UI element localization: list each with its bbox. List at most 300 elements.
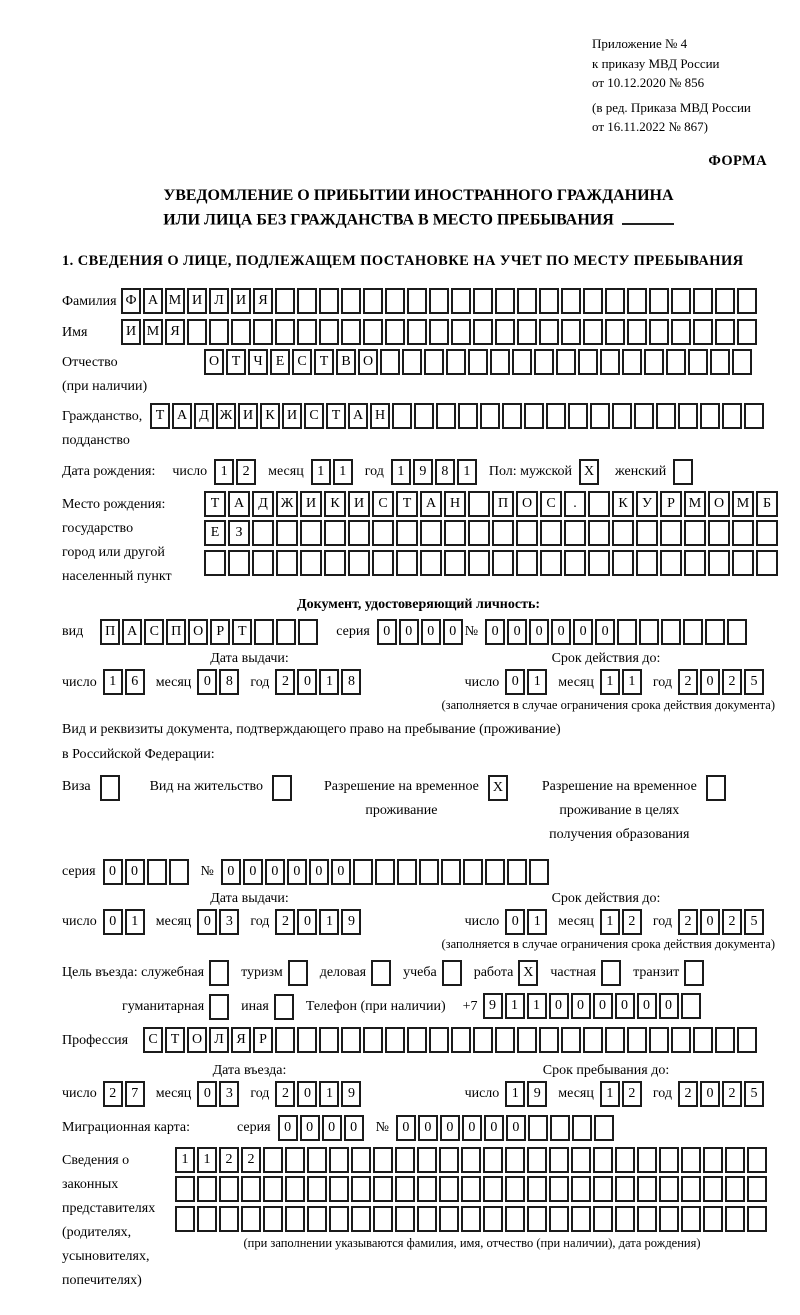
- char-cell[interactable]: 2: [722, 669, 742, 695]
- char-cell[interactable]: С: [540, 491, 562, 517]
- char-cell[interactable]: З: [228, 520, 250, 546]
- char-cell[interactable]: В: [336, 349, 356, 375]
- char-cell[interactable]: [169, 859, 189, 885]
- char-cell[interactable]: Н: [370, 403, 390, 429]
- char-cell[interactable]: [436, 403, 456, 429]
- char-cell[interactable]: 1: [125, 909, 145, 935]
- char-cell[interactable]: 0: [549, 993, 569, 1019]
- char-cell[interactable]: [524, 403, 544, 429]
- char-cell[interactable]: [473, 288, 493, 314]
- char-cell[interactable]: [549, 1147, 569, 1173]
- char-cell[interactable]: У: [636, 491, 658, 517]
- char-cell[interactable]: 0: [243, 859, 263, 885]
- char-cell[interactable]: [649, 319, 669, 345]
- char-cell[interactable]: [627, 1027, 647, 1053]
- char-cell[interactable]: [341, 288, 361, 314]
- char-cell[interactable]: [636, 550, 658, 576]
- char-cell[interactable]: [219, 1206, 239, 1232]
- char-cell[interactable]: [744, 403, 764, 429]
- char-cell[interactable]: [605, 319, 625, 345]
- purpose-tourism-checkbox[interactable]: [288, 960, 308, 986]
- char-cell[interactable]: [688, 349, 708, 375]
- char-cell[interactable]: 0: [287, 859, 307, 885]
- char-cell[interactable]: [392, 403, 412, 429]
- char-cell[interactable]: [373, 1206, 393, 1232]
- char-cell[interactable]: [429, 1027, 449, 1053]
- char-cell[interactable]: 0: [443, 619, 463, 645]
- char-cell[interactable]: А: [348, 403, 368, 429]
- char-cell[interactable]: Ж: [276, 491, 298, 517]
- char-cell[interactable]: [463, 859, 483, 885]
- char-cell[interactable]: [622, 349, 642, 375]
- char-cell[interactable]: [495, 288, 515, 314]
- char-cell[interactable]: 0: [197, 909, 217, 935]
- char-cell[interactable]: [615, 1206, 635, 1232]
- char-cell[interactable]: [420, 550, 442, 576]
- char-cell[interactable]: [254, 619, 274, 645]
- char-cell[interactable]: 1: [391, 459, 411, 485]
- char-cell[interactable]: [319, 1027, 339, 1053]
- char-cell[interactable]: [678, 403, 698, 429]
- char-cell[interactable]: [693, 1027, 713, 1053]
- char-cell[interactable]: [252, 550, 274, 576]
- char-cell[interactable]: [385, 288, 405, 314]
- char-cell[interactable]: [395, 1176, 415, 1202]
- char-cell[interactable]: [528, 1115, 548, 1141]
- char-cell[interactable]: Я: [253, 288, 273, 314]
- char-cell[interactable]: [747, 1206, 767, 1232]
- char-cell[interactable]: 0: [103, 909, 123, 935]
- char-cell[interactable]: [737, 288, 757, 314]
- char-cell[interactable]: [568, 403, 588, 429]
- char-cell[interactable]: [483, 1176, 503, 1202]
- char-cell[interactable]: 0: [300, 1115, 320, 1141]
- temp-residence-edu-checkbox[interactable]: [706, 775, 726, 801]
- char-cell[interactable]: И: [238, 403, 258, 429]
- char-cell[interactable]: Л: [209, 288, 229, 314]
- char-cell[interactable]: 0: [571, 993, 591, 1019]
- char-cell[interactable]: [516, 550, 538, 576]
- char-cell[interactable]: [612, 550, 634, 576]
- char-cell[interactable]: [495, 1027, 515, 1053]
- char-cell[interactable]: [737, 319, 757, 345]
- char-cell[interactable]: [175, 1206, 195, 1232]
- char-cell[interactable]: [727, 619, 747, 645]
- char-cell[interactable]: [395, 1147, 415, 1173]
- char-cell[interactable]: [263, 1147, 283, 1173]
- char-cell[interactable]: [747, 1147, 767, 1173]
- char-cell[interactable]: [747, 1176, 767, 1202]
- char-cell[interactable]: [612, 403, 632, 429]
- char-cell[interactable]: [572, 1115, 592, 1141]
- char-cell[interactable]: [324, 520, 346, 546]
- char-cell[interactable]: И: [300, 491, 322, 517]
- char-cell[interactable]: [517, 288, 537, 314]
- char-cell[interactable]: 0: [440, 1115, 460, 1141]
- char-cell[interactable]: [561, 319, 581, 345]
- char-cell[interactable]: [732, 550, 754, 576]
- char-cell[interactable]: П: [492, 491, 514, 517]
- char-cell[interactable]: [263, 1176, 283, 1202]
- char-cell[interactable]: [517, 319, 537, 345]
- char-cell[interactable]: Т: [226, 349, 246, 375]
- char-cell[interactable]: [329, 1176, 349, 1202]
- char-cell[interactable]: [285, 1176, 305, 1202]
- char-cell[interactable]: [276, 520, 298, 546]
- char-cell[interactable]: 2: [678, 669, 698, 695]
- char-cell[interactable]: [571, 1147, 591, 1173]
- char-cell[interactable]: 0: [197, 669, 217, 695]
- char-cell[interactable]: 0: [278, 1115, 298, 1141]
- char-cell[interactable]: [297, 319, 317, 345]
- char-cell[interactable]: [461, 1176, 481, 1202]
- char-cell[interactable]: 1: [600, 909, 620, 935]
- char-cell[interactable]: [529, 859, 549, 885]
- char-cell[interactable]: [549, 1206, 569, 1232]
- char-cell[interactable]: [561, 1027, 581, 1053]
- char-cell[interactable]: М: [143, 319, 163, 345]
- sex-female-checkbox[interactable]: [673, 459, 693, 485]
- char-cell[interactable]: [540, 520, 562, 546]
- char-cell[interactable]: [671, 1027, 691, 1053]
- char-cell[interactable]: 0: [297, 909, 317, 935]
- char-cell[interactable]: 6: [125, 669, 145, 695]
- char-cell[interactable]: [627, 319, 647, 345]
- char-cell[interactable]: [241, 1206, 261, 1232]
- char-cell[interactable]: [241, 1176, 261, 1202]
- char-cell[interactable]: 0: [505, 909, 525, 935]
- char-cell[interactable]: 5: [744, 909, 764, 935]
- char-cell[interactable]: 0: [421, 619, 441, 645]
- char-cell[interactable]: С: [304, 403, 324, 429]
- char-cell[interactable]: О: [708, 491, 730, 517]
- char-cell[interactable]: [590, 403, 610, 429]
- char-cell[interactable]: К: [260, 403, 280, 429]
- char-cell[interactable]: 0: [484, 1115, 504, 1141]
- char-cell[interactable]: [197, 1176, 217, 1202]
- char-cell[interactable]: [407, 319, 427, 345]
- char-cell[interactable]: [451, 1027, 471, 1053]
- char-cell[interactable]: [539, 288, 559, 314]
- char-cell[interactable]: [492, 550, 514, 576]
- char-cell[interactable]: [583, 288, 603, 314]
- char-cell[interactable]: [649, 288, 669, 314]
- char-cell[interactable]: С: [143, 1027, 163, 1053]
- char-cell[interactable]: Ф: [121, 288, 141, 314]
- char-cell[interactable]: [693, 288, 713, 314]
- char-cell[interactable]: [353, 859, 373, 885]
- char-cell[interactable]: 0: [418, 1115, 438, 1141]
- char-cell[interactable]: 0: [506, 1115, 526, 1141]
- char-cell[interactable]: [429, 319, 449, 345]
- char-cell[interactable]: [468, 550, 490, 576]
- char-cell[interactable]: 1: [319, 1081, 339, 1107]
- char-cell[interactable]: 9: [413, 459, 433, 485]
- char-cell[interactable]: [588, 491, 610, 517]
- char-cell[interactable]: 1: [505, 993, 525, 1019]
- char-cell[interactable]: 8: [435, 459, 455, 485]
- char-cell[interactable]: О: [516, 491, 538, 517]
- char-cell[interactable]: [253, 319, 273, 345]
- char-cell[interactable]: [187, 319, 207, 345]
- char-cell[interactable]: [461, 1206, 481, 1232]
- char-cell[interactable]: [451, 319, 471, 345]
- char-cell[interactable]: [683, 619, 703, 645]
- char-cell[interactable]: [659, 1147, 679, 1173]
- char-cell[interactable]: 0: [377, 619, 397, 645]
- char-cell[interactable]: [527, 1206, 547, 1232]
- char-cell[interactable]: [527, 1176, 547, 1202]
- char-cell[interactable]: С: [144, 619, 164, 645]
- char-cell[interactable]: 2: [722, 1081, 742, 1107]
- char-cell[interactable]: 2: [236, 459, 256, 485]
- char-cell[interactable]: 1: [214, 459, 234, 485]
- char-cell[interactable]: [540, 550, 562, 576]
- char-cell[interactable]: 0: [551, 619, 571, 645]
- char-cell[interactable]: К: [612, 491, 634, 517]
- char-cell[interactable]: [468, 491, 490, 517]
- char-cell[interactable]: Е: [204, 520, 226, 546]
- char-cell[interactable]: [407, 288, 427, 314]
- char-cell[interactable]: Е: [270, 349, 290, 375]
- char-cell[interactable]: Ж: [216, 403, 236, 429]
- char-cell[interactable]: 1: [457, 459, 477, 485]
- char-cell[interactable]: [372, 550, 394, 576]
- char-cell[interactable]: 2: [622, 909, 642, 935]
- char-cell[interactable]: 2: [275, 669, 295, 695]
- char-cell[interactable]: [550, 1115, 570, 1141]
- char-cell[interactable]: [583, 319, 603, 345]
- purpose-official-checkbox[interactable]: [209, 960, 229, 986]
- char-cell[interactable]: [725, 1147, 745, 1173]
- char-cell[interactable]: [461, 1147, 481, 1173]
- char-cell[interactable]: [708, 550, 730, 576]
- char-cell[interactable]: [363, 1027, 383, 1053]
- char-cell[interactable]: Р: [210, 619, 230, 645]
- char-cell[interactable]: Т: [165, 1027, 185, 1053]
- char-cell[interactable]: [517, 1027, 537, 1053]
- char-cell[interactable]: [656, 403, 676, 429]
- char-cell[interactable]: Т: [150, 403, 170, 429]
- char-cell[interactable]: 9: [527, 1081, 547, 1107]
- char-cell[interactable]: К: [324, 491, 346, 517]
- char-cell[interactable]: [512, 349, 532, 375]
- char-cell[interactable]: 0: [297, 669, 317, 695]
- char-cell[interactable]: [700, 403, 720, 429]
- char-cell[interactable]: [439, 1206, 459, 1232]
- char-cell[interactable]: [444, 520, 466, 546]
- residence-permit-checkbox[interactable]: [272, 775, 292, 801]
- purpose-business-checkbox[interactable]: [371, 960, 391, 986]
- char-cell[interactable]: [594, 1115, 614, 1141]
- char-cell[interactable]: 0: [462, 1115, 482, 1141]
- char-cell[interactable]: 0: [529, 619, 549, 645]
- char-cell[interactable]: 2: [275, 909, 295, 935]
- char-cell[interactable]: [627, 288, 647, 314]
- char-cell[interactable]: 0: [344, 1115, 364, 1141]
- char-cell[interactable]: 0: [221, 859, 241, 885]
- char-cell[interactable]: [363, 288, 383, 314]
- char-cell[interactable]: 9: [483, 993, 503, 1019]
- char-cell[interactable]: [439, 1176, 459, 1202]
- char-cell[interactable]: [396, 520, 418, 546]
- char-cell[interactable]: [571, 1206, 591, 1232]
- char-cell[interactable]: 0: [197, 1081, 217, 1107]
- char-cell[interactable]: [490, 349, 510, 375]
- char-cell[interactable]: [300, 520, 322, 546]
- char-cell[interactable]: 2: [622, 1081, 642, 1107]
- char-cell[interactable]: [424, 349, 444, 375]
- char-cell[interactable]: [307, 1147, 327, 1173]
- char-cell[interactable]: [275, 288, 295, 314]
- char-cell[interactable]: [661, 619, 681, 645]
- char-cell[interactable]: Т: [232, 619, 252, 645]
- char-cell[interactable]: 0: [265, 859, 285, 885]
- char-cell[interactable]: [636, 520, 658, 546]
- char-cell[interactable]: [505, 1147, 525, 1173]
- char-cell[interactable]: 0: [615, 993, 635, 1019]
- char-cell[interactable]: [539, 319, 559, 345]
- char-cell[interactable]: [546, 403, 566, 429]
- char-cell[interactable]: 0: [505, 669, 525, 695]
- char-cell[interactable]: [324, 550, 346, 576]
- char-cell[interactable]: Л: [209, 1027, 229, 1053]
- char-cell[interactable]: [660, 550, 682, 576]
- char-cell[interactable]: [644, 349, 664, 375]
- char-cell[interactable]: [756, 520, 778, 546]
- char-cell[interactable]: А: [228, 491, 250, 517]
- char-cell[interactable]: 2: [241, 1147, 261, 1173]
- char-cell[interactable]: [505, 1206, 525, 1232]
- char-cell[interactable]: 0: [322, 1115, 342, 1141]
- char-cell[interactable]: [578, 349, 598, 375]
- purpose-work-checkbox[interactable]: X: [518, 960, 538, 986]
- char-cell[interactable]: С: [372, 491, 394, 517]
- char-cell[interactable]: [298, 619, 318, 645]
- char-cell[interactable]: [468, 520, 490, 546]
- char-cell[interactable]: 1: [600, 669, 620, 695]
- char-cell[interactable]: П: [166, 619, 186, 645]
- char-cell[interactable]: С: [292, 349, 312, 375]
- char-cell[interactable]: О: [187, 1027, 207, 1053]
- char-cell[interactable]: [175, 1176, 195, 1202]
- char-cell[interactable]: [588, 520, 610, 546]
- char-cell[interactable]: 1: [333, 459, 353, 485]
- char-cell[interactable]: [593, 1147, 613, 1173]
- char-cell[interactable]: [451, 288, 471, 314]
- char-cell[interactable]: [725, 1206, 745, 1232]
- purpose-other-checkbox[interactable]: [274, 994, 294, 1020]
- char-cell[interactable]: [637, 1206, 657, 1232]
- char-cell[interactable]: Р: [660, 491, 682, 517]
- char-cell[interactable]: 0: [297, 1081, 317, 1107]
- char-cell[interactable]: [209, 319, 229, 345]
- char-cell[interactable]: .: [564, 491, 586, 517]
- char-cell[interactable]: Т: [314, 349, 334, 375]
- char-cell[interactable]: [375, 859, 395, 885]
- char-cell[interactable]: [285, 1147, 305, 1173]
- char-cell[interactable]: [480, 403, 500, 429]
- char-cell[interactable]: 0: [659, 993, 679, 1019]
- char-cell[interactable]: 7: [125, 1081, 145, 1107]
- char-cell[interactable]: [307, 1206, 327, 1232]
- char-cell[interactable]: [351, 1176, 371, 1202]
- char-cell[interactable]: [637, 1147, 657, 1173]
- purpose-humanitarian-checkbox[interactable]: [209, 994, 229, 1020]
- char-cell[interactable]: [659, 1206, 679, 1232]
- char-cell[interactable]: [420, 520, 442, 546]
- char-cell[interactable]: [395, 1206, 415, 1232]
- char-cell[interactable]: [637, 1176, 657, 1202]
- char-cell[interactable]: [527, 1147, 547, 1173]
- char-cell[interactable]: 2: [678, 909, 698, 935]
- char-cell[interactable]: 2: [678, 1081, 698, 1107]
- char-cell[interactable]: [441, 859, 461, 885]
- char-cell[interactable]: [564, 550, 586, 576]
- char-cell[interactable]: [458, 403, 478, 429]
- char-cell[interactable]: [505, 1176, 525, 1202]
- char-cell[interactable]: [732, 349, 752, 375]
- char-cell[interactable]: [639, 619, 659, 645]
- char-cell[interactable]: [429, 288, 449, 314]
- char-cell[interactable]: [372, 520, 394, 546]
- char-cell[interactable]: А: [143, 288, 163, 314]
- char-cell[interactable]: [502, 403, 522, 429]
- char-cell[interactable]: [417, 1147, 437, 1173]
- char-cell[interactable]: [725, 1176, 745, 1202]
- char-cell[interactable]: [204, 550, 226, 576]
- char-cell[interactable]: [276, 550, 298, 576]
- char-cell[interactable]: А: [122, 619, 142, 645]
- char-cell[interactable]: [329, 1206, 349, 1232]
- char-cell[interactable]: 0: [485, 619, 505, 645]
- char-cell[interactable]: [615, 1147, 635, 1173]
- char-cell[interactable]: [705, 619, 725, 645]
- char-cell[interactable]: [681, 993, 701, 1019]
- char-cell[interactable]: М: [684, 491, 706, 517]
- char-cell[interactable]: 2: [219, 1147, 239, 1173]
- char-cell[interactable]: [319, 319, 339, 345]
- char-cell[interactable]: [285, 1206, 305, 1232]
- char-cell[interactable]: [634, 403, 654, 429]
- char-cell[interactable]: 3: [219, 909, 239, 935]
- char-cell[interactable]: 1: [103, 669, 123, 695]
- char-cell[interactable]: [407, 1027, 427, 1053]
- char-cell[interactable]: [492, 520, 514, 546]
- char-cell[interactable]: [276, 619, 296, 645]
- char-cell[interactable]: [715, 1027, 735, 1053]
- char-cell[interactable]: Ч: [248, 349, 268, 375]
- char-cell[interactable]: 1: [319, 909, 339, 935]
- char-cell[interactable]: [583, 1027, 603, 1053]
- char-cell[interactable]: [275, 1027, 295, 1053]
- char-cell[interactable]: 1: [175, 1147, 195, 1173]
- char-cell[interactable]: [351, 1147, 371, 1173]
- char-cell[interactable]: [722, 403, 742, 429]
- char-cell[interactable]: 0: [331, 859, 351, 885]
- char-cell[interactable]: [588, 550, 610, 576]
- char-cell[interactable]: [385, 319, 405, 345]
- char-cell[interactable]: [715, 319, 735, 345]
- char-cell[interactable]: [228, 550, 250, 576]
- char-cell[interactable]: [351, 1206, 371, 1232]
- char-cell[interactable]: Т: [396, 491, 418, 517]
- char-cell[interactable]: Т: [204, 491, 226, 517]
- char-cell[interactable]: [446, 349, 466, 375]
- char-cell[interactable]: [703, 1176, 723, 1202]
- char-cell[interactable]: Я: [231, 1027, 251, 1053]
- char-cell[interactable]: [703, 1147, 723, 1173]
